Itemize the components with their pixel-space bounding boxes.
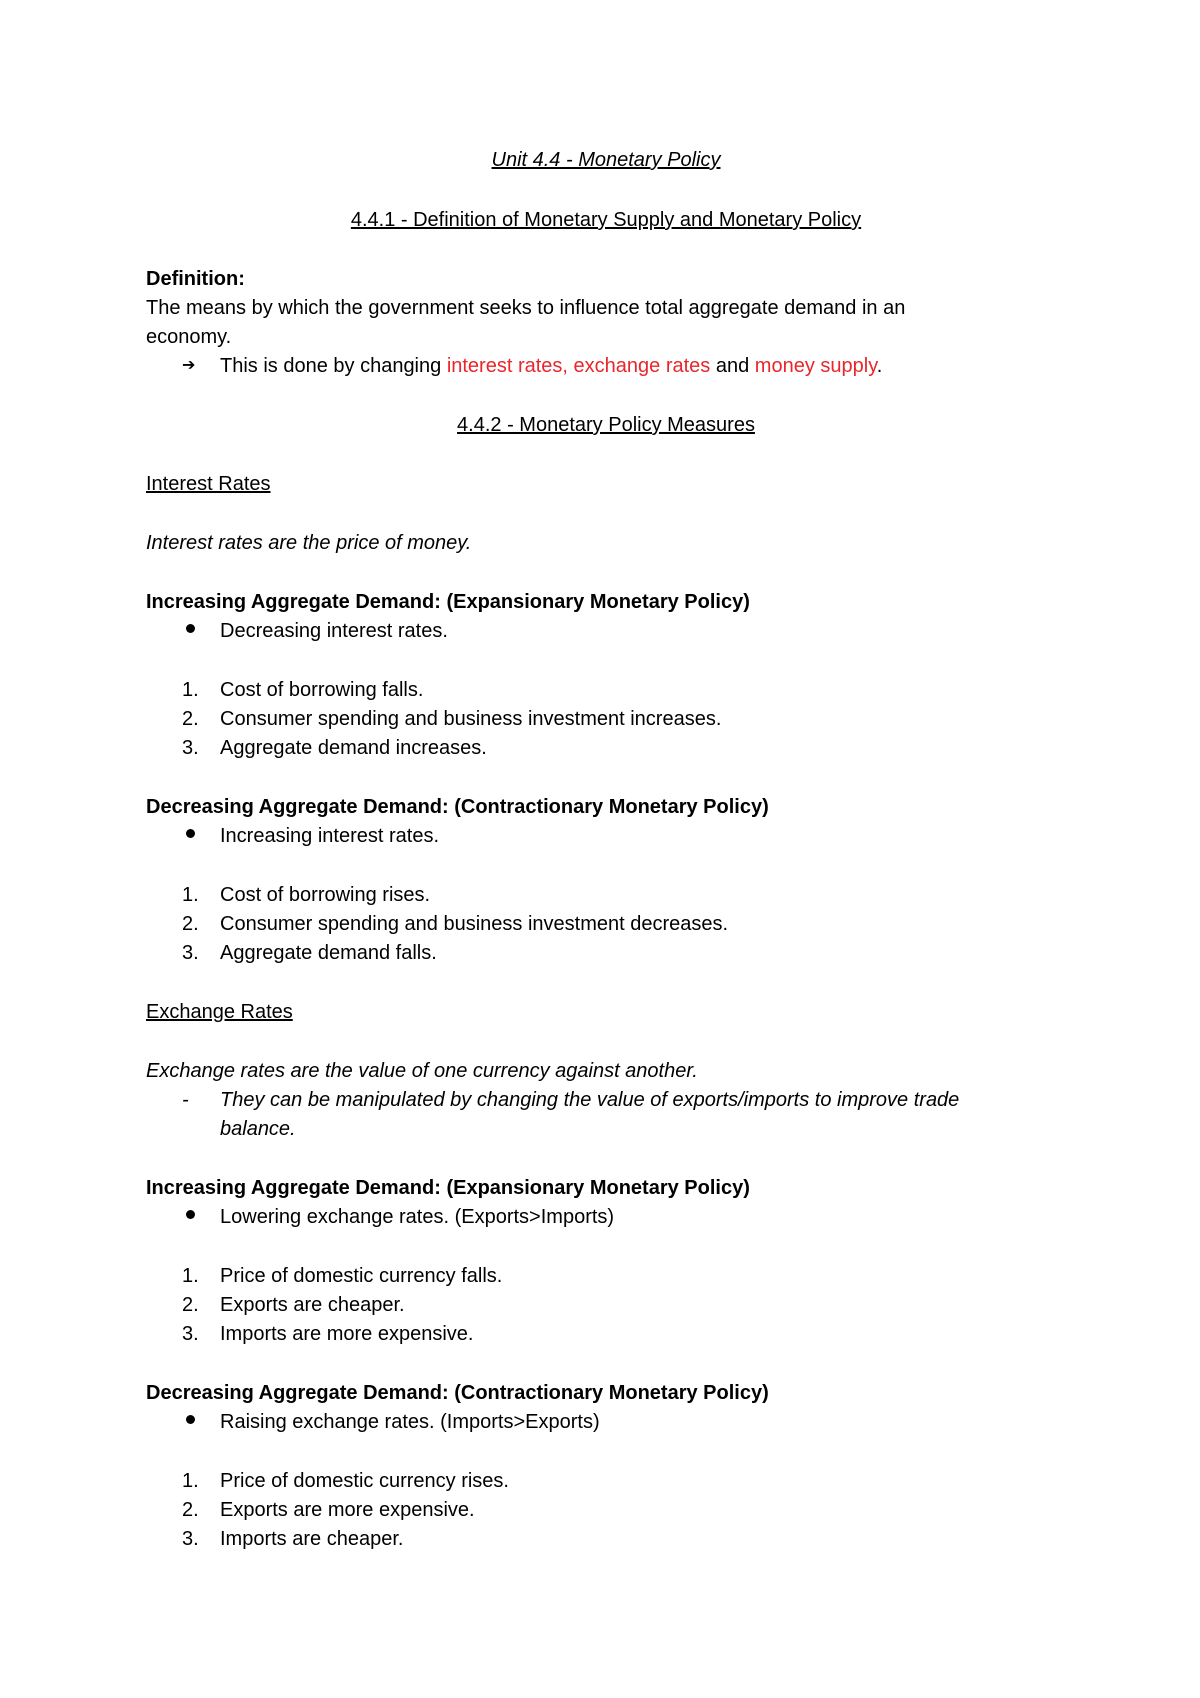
interest-contractionary-step: Consumer spending and business investment decreases. — [220, 913, 729, 935]
interest-expansionary-step: Cost of borrowing falls. — [220, 679, 424, 701]
exchange-contractionary-step: Imports are cheaper. — [220, 1528, 404, 1550]
interest-expansionary-bullet: Decreasing interest rates. — [220, 620, 448, 642]
exchange-rates-intro: Exchange rates are the value of one currency against another. — [146, 1060, 698, 1082]
subheading-exchange-rates: Exchange Rates — [146, 1001, 293, 1023]
interest-contractionary-step: Aggregate demand falls. — [220, 942, 437, 964]
page-title: Unit 4.4 - Monetary Policy — [491, 149, 721, 171]
step-number: 3. — [182, 942, 199, 964]
bullet-icon — [186, 829, 195, 838]
step-number: 1. — [182, 1265, 199, 1287]
interest-expansionary-step: Aggregate demand increases. — [220, 737, 487, 759]
bullet-icon — [186, 624, 195, 633]
step-number: 1. — [182, 1470, 199, 1492]
interest-expansionary-heading: Increasing Aggregate Demand: (Expansionary Monetary Policy) — [146, 591, 750, 613]
exchange-expansionary-step: Imports are more expensive. — [220, 1323, 474, 1345]
step-number: 1. — [182, 884, 199, 906]
step-number: 2. — [182, 1499, 199, 1521]
step-number: 3. — [182, 1323, 199, 1345]
interest-contractionary-bullet: Increasing interest rates. — [220, 825, 439, 847]
exchange-note-line1: They can be manipulated by changing the value of exports/imports to improve trade — [220, 1089, 960, 1111]
bullet-icon — [186, 1210, 195, 1219]
exchange-contractionary-bullet: Raising exchange rates. (Imports>Exports) — [220, 1411, 600, 1433]
highlight-exchange-rates: exchange rates — [573, 355, 711, 377]
section-heading-definition: 4.4.1 - Definition of Monetary Supply and Monetary Policy — [350, 209, 862, 231]
arrow-item-text — [220, 354, 882, 378]
bullet-icon — [186, 1415, 195, 1424]
definition-text-line2: economy. — [146, 326, 232, 348]
highlight-interest-rates: interest rates — [446, 355, 563, 377]
subheading-interest-rates: Interest Rates — [146, 473, 271, 495]
step-number: 3. — [182, 737, 199, 759]
exchange-contractionary-heading: Decreasing Aggregate Demand: (Contractionary Monetary Policy) — [146, 1382, 769, 1404]
highlight-money-supply: money supply — [754, 355, 877, 377]
step-number: 3. — [182, 1528, 199, 1550]
step-number: 2. — [182, 913, 199, 935]
exchange-contractionary-step: Exports are more expensive. — [220, 1499, 475, 1521]
exchange-note-line2: balance. — [220, 1118, 296, 1140]
step-number: 2. — [182, 708, 199, 730]
exchange-expansionary-step: Exports are cheaper. — [220, 1294, 405, 1316]
interest-contractionary-heading: Decreasing Aggregate Demand: (Contractionary Monetary Policy) — [146, 796, 769, 818]
definition-label: Definition: — [146, 268, 245, 290]
interest-expansionary-step: Consumer spending and business investment increases. — [220, 708, 722, 730]
highlight-comma: , — [562, 355, 574, 377]
exchange-expansionary-bullet: Lowering exchange rates. (Exports>Imports) — [220, 1206, 615, 1228]
step-number: 2. — [182, 1294, 199, 1316]
dash-marker: - — [182, 1089, 189, 1111]
text-and: and — [710, 355, 755, 377]
text-period: . — [876, 355, 883, 377]
exchange-expansionary-heading: Increasing Aggregate Demand: (Expansionary Monetary Policy) — [146, 1177, 750, 1199]
section-heading-measures: 4.4.2 - Monetary Policy Measures — [457, 414, 755, 436]
exchange-expansionary-step: Price of domestic currency falls. — [220, 1265, 503, 1287]
arrow-right-icon: ➔ — [182, 357, 196, 374]
interest-contractionary-step: Cost of borrowing rises. — [220, 884, 431, 906]
definition-text-line1: The means by which the government seeks to influence total aggregate demand in an — [146, 297, 906, 319]
exchange-contractionary-step: Price of domestic currency rises. — [220, 1470, 509, 1492]
step-number: 1. — [182, 679, 199, 701]
interest-rates-intro: Interest rates are the price of money. — [146, 532, 472, 554]
arrow-item — [146, 354, 1066, 378]
arrow-text-start: This is done by changing — [220, 355, 447, 377]
